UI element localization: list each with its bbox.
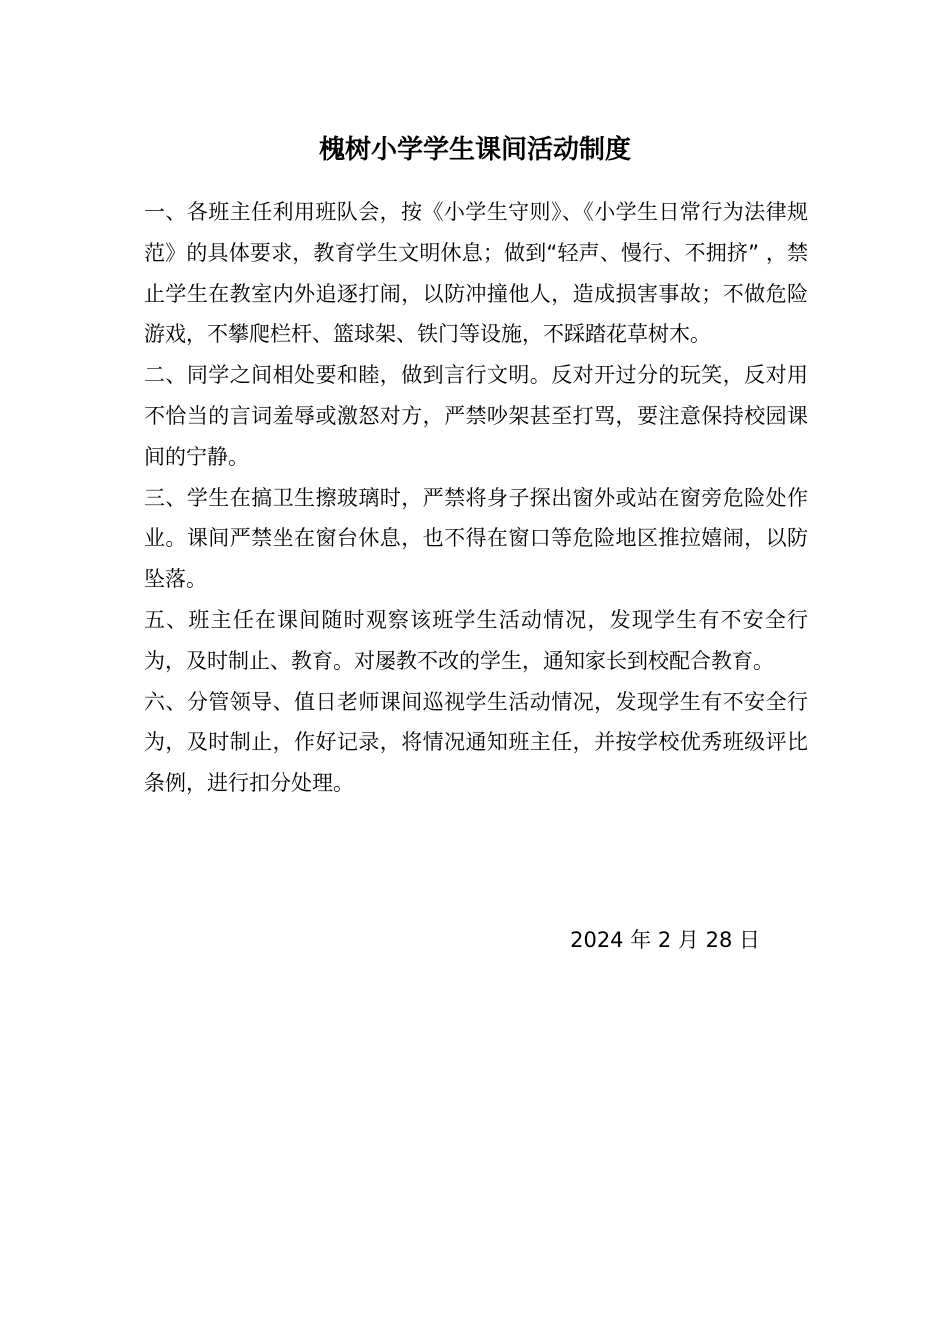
paragraph-3: 三、学生在搞卫生擦玻璃时，严禁将身子探出窗外或站在窗旁危险处作业。课间严禁坐在窗台休息，也不得在窗口等危险地区推拉嬉闹，以防坠落。 xyxy=(144,485,808,592)
document-title: 槐树小学学生课间活动制度 xyxy=(318,135,631,165)
document-body xyxy=(144,192,808,804)
paragraph-5: 五、班主任在课间随时观察该班学生活动情况，发现学生有不安全行为，及时制止、教育。对屡教不改的学生，通知家长到校配合教育。 xyxy=(144,607,808,673)
document-date: 2024 年 2 月 28 日 xyxy=(570,928,760,952)
paragraph-6: 六、分管领导、值日老师课间巡视学生活动情况，发现学生有不安全行为，及时制止，作好记录，将情况通知班主任，并按学校优秀班级评比条例，进行扣分处理。 xyxy=(144,689,808,796)
paragraph-1: 一、各班主任利用班队会，按《小学生守则》、《小学生日常行为法律规范》的具体要求，教育学生文明休息；做到“轻声、慢行、不拥挤” ，禁止学生在教室内外追逐打闹，以防冲撞他人，造成损害事故；不做危险游戏，不攀爬栏杆、篮球架、铁门等设施，不踩踏花草树木。 xyxy=(144,200,808,347)
paragraph-2: 二、同学之间相处要和睦，做到言行文明。反对开过分的玩笑，反对用不恰当的言词羞辱或激怒对方，严禁吵架甚至打骂，要注意保持校园课间的宁静。 xyxy=(144,363,808,469)
